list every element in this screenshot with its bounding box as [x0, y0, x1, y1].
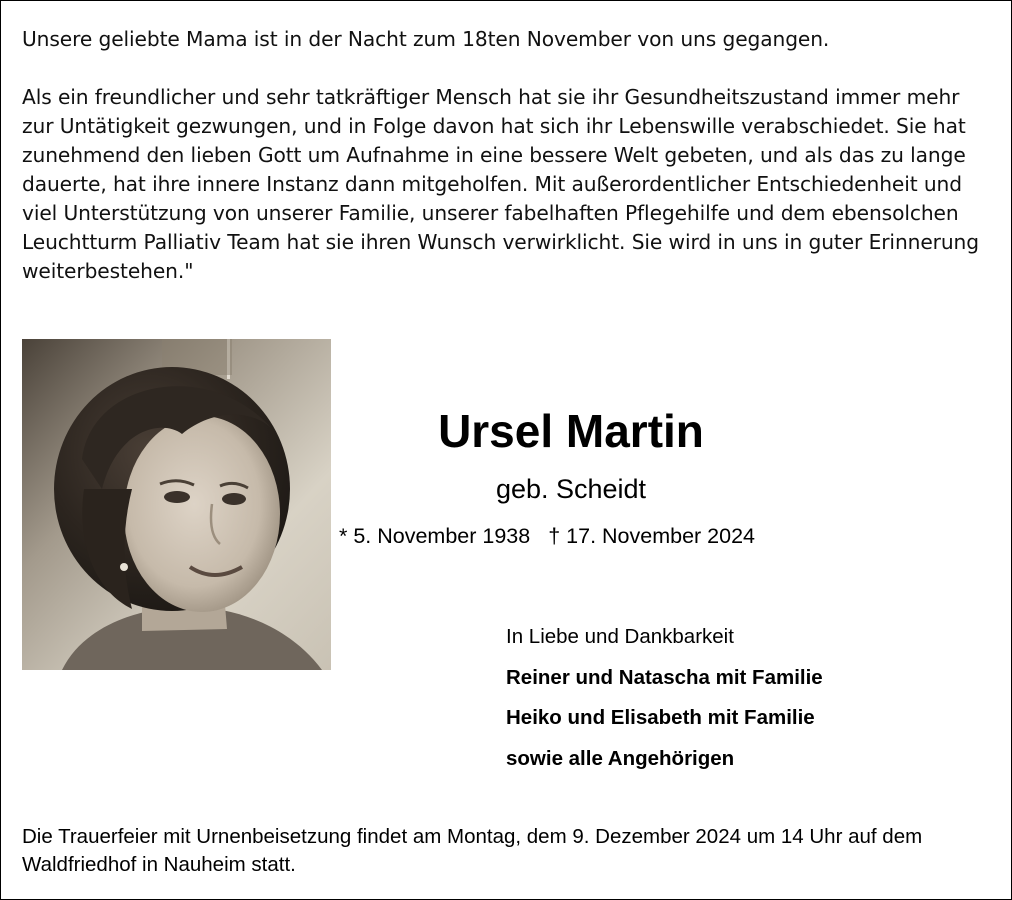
intro-paragraph: Als ein freundlicher und sehr tatkräftiger Mensch hat sie ihr Gesundheitszustand immer mehr zur Untätigkeit gezwungen, und in Folge davon hat sich ihr Lebenswille verabschiedet. Sie hat zunehmend den lieben Gott um Aufnahme in eine bessere Welt gebeten, und als das zu lange dauerte, hat ihre innere Instanz dann mitgeholfen. Mit außerordentlicher Entschiedenheit und viel Unterstützung von unserer Familie, unserer fabelhaften Pflegehilfe und dem ebensolchen Leuchtturm Palliativ Team hat sie ihren Wunsch verwirklicht. Sie wird in uns in guter Erinnerung weiterbestehen."	[22, 85, 979, 283]
portrait-photo	[22, 339, 331, 670]
mourners-family-1: Reiner und Natascha mit Familie	[506, 665, 823, 689]
maiden-name: geb. Scheidt	[495, 474, 647, 504]
mourners-family-2: Heiko und Elisabeth mit Familie	[506, 706, 815, 729]
mourners-others: sowie alle Angehörigen	[506, 746, 735, 770]
intro-text	[22, 25, 997, 286]
birth-date: * 5. November 1938	[339, 524, 531, 548]
intro-first-line: Unsere geliebte Mama ist in der Nacht zum 18ten November von uns gegangen.	[22, 27, 830, 51]
death-date: † 17. November 2024	[548, 524, 756, 548]
mourners-intro: In Liebe und Dankbarkeit	[506, 625, 734, 648]
life-dates	[339, 521, 809, 551]
deceased-name: Ursel Martin	[438, 405, 704, 457]
mourners-block	[506, 617, 946, 779]
funeral-service-info: Die Trauerfeier mit Urnenbeisetzung findet am Montag, dem 9. Dezember 2024 um 14 Uhr auf dem Waldfriedhof in Nauheim statt.	[22, 825, 923, 876]
